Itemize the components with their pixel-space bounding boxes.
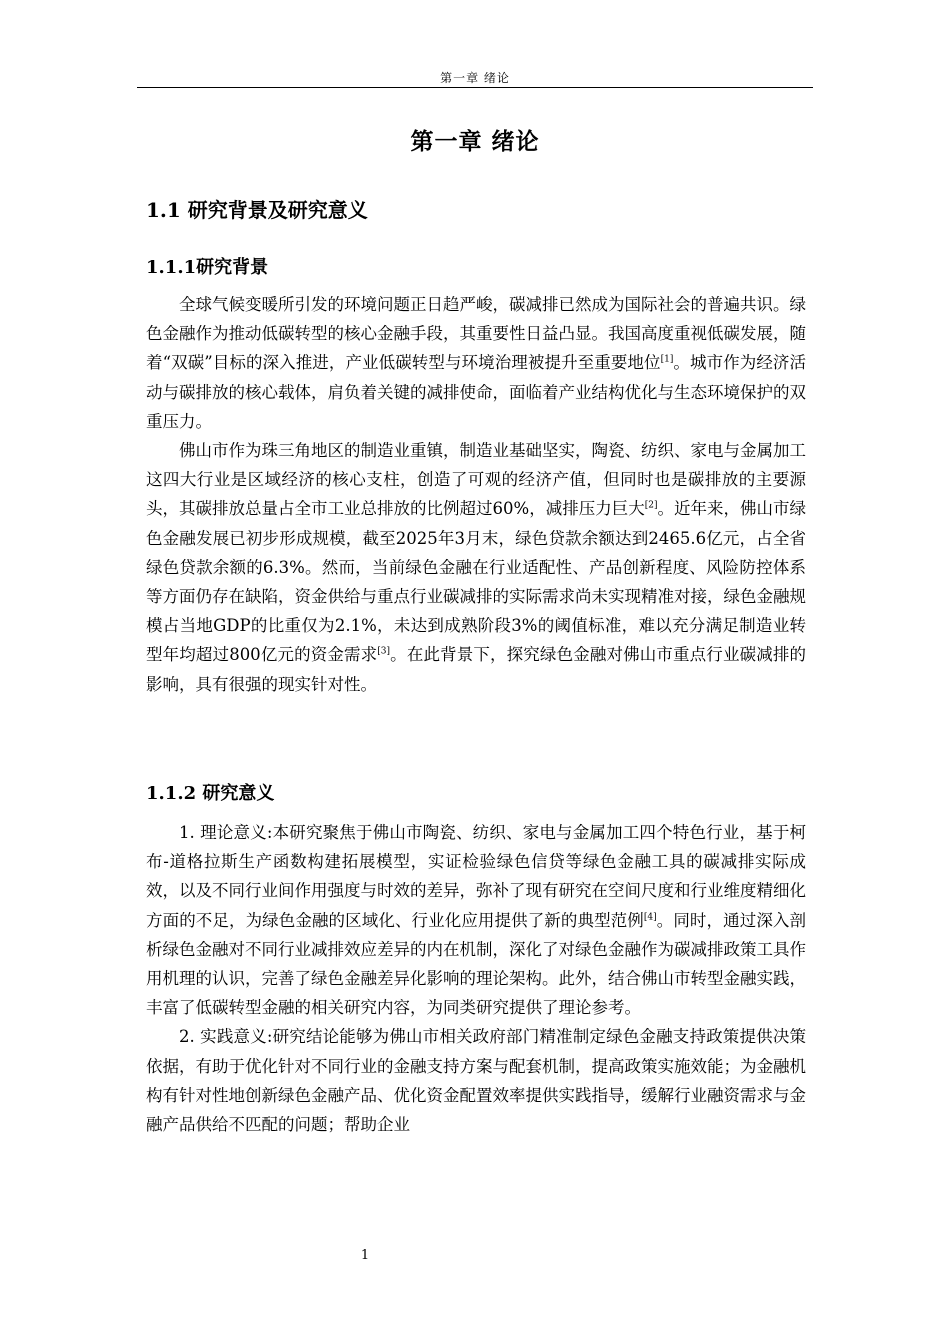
paragraph <box>146 290 806 436</box>
section-heading-1-1: 1.1 研究背景及研究意义 <box>146 198 368 222</box>
paragraph-text: 。同时，通过深入剖析绿色金融对不同行业减排效应差异的内在机制，深化了对绿色金融作为碳减排政策工具作用机理的认识，完善了绿色金融差异化影响的理论架构。此外，结合佛山市转型金融实践，丰富了低碳转型金融的相关研究内容，为同类研究提供了理论参考。 <box>146 910 807 1018</box>
paragraph <box>146 436 806 699</box>
paragraph-text: 。近年来，佛山市绿色金融发展已初步形成规模，截至2025年3月末，绿色贷款余额达到2465.6亿元，占全省绿色贷款余额的6.3%。然而，当前绿色金融在行业适配性、产品创新程度、风险防控体系等方面仍存在缺陷，资金供给与重点行业碳减排的实际需求尚未实现精准对接，绿色金融规模占当地GDP的比重仅为2.1%，未达到成熟阶段3%的阈值标准，难以充分满足制造业转型年均超过800亿元的资金需求 <box>146 499 806 665</box>
section-heading-1-1-1: 1.1.1研究背景 <box>146 257 269 278</box>
paragraph-text: 。在此背景下，探究绿色金融对佛山市重点行业碳减排的影响，具有很强的现实针对性。 <box>146 645 807 694</box>
paragraph <box>146 1022 806 1139</box>
chapter-title: 第一章 绪论 <box>410 128 540 155</box>
research-significance-body <box>146 818 806 1139</box>
paragraph-text: 全球气候变暖所引发的环境问题正日趋严峻，碳减排已然成为国际社会的普遍共识。绿色金融作为推动低碳转型的核心金融手段，其重要性日益凸显。我国高度重视低碳发展，随着“双碳”目标的深入推进，产业低碳转型与环境治理被提升至重要地位 <box>146 295 806 373</box>
citation-marker: [1] <box>660 354 674 365</box>
section-heading-1-1-2: 1.1.2 研究意义 <box>146 783 275 804</box>
citation-marker: [3] <box>377 646 391 657</box>
research-background-body <box>146 290 806 699</box>
paragraph-text: 。城市作为经济活动与碳排放的核心载体，肩负着关键的减排使命，面临着产业结构优化与生态环境保护的双重压力。 <box>146 353 807 431</box>
citation-marker: [2] <box>644 500 658 511</box>
paragraph <box>146 818 806 1022</box>
running-header: 第一章 绪论 <box>440 71 510 85</box>
paragraph-text: 1. 理论意义:本研究聚焦于佛山市陶瓷、纺织、家电与金属加工四个特色行业，基于柯布-道格拉斯生产函数构建拓展模型，实证检验绿色信贷等绿色金融工具的碳减排实际成效，以及不同行业间作用强度与时效的差异，弥补了现有研究在空间尺度和行业维度精细化方面的不足，为绿色金融的区域化、行业化应用提供了新的典型范例 <box>146 823 806 930</box>
paragraph-text: 佛山市作为珠三角地区的制造业重镇，制造业基础坚实，陶瓷、纺织、家电与金属加工这四大行业是区域经济的核心支柱，创造了可观的经济产值，但同时也是碳排放的主要源头，其碳排放总量占全市工业总排放的比例超过60%，减排压力巨大 <box>146 441 806 519</box>
page-number: 1 <box>360 1248 370 1263</box>
header-rule <box>137 87 813 88</box>
citation-marker: [4] <box>643 912 657 923</box>
paragraph-text: 2. 实践意义:研究结论能够为佛山市相关政府部门精准制定绿色金融支持政策提供决策依据，有助于优化针对不同行业的金融支持方案与配套机制，提高政策实施效能；为金融机构有针对性地创新绿色金融产品、优化资金配置效率提供实践指导，缓解行业融资需求与金融产品供给不匹配的问题；帮助企业 <box>146 1027 806 1135</box>
